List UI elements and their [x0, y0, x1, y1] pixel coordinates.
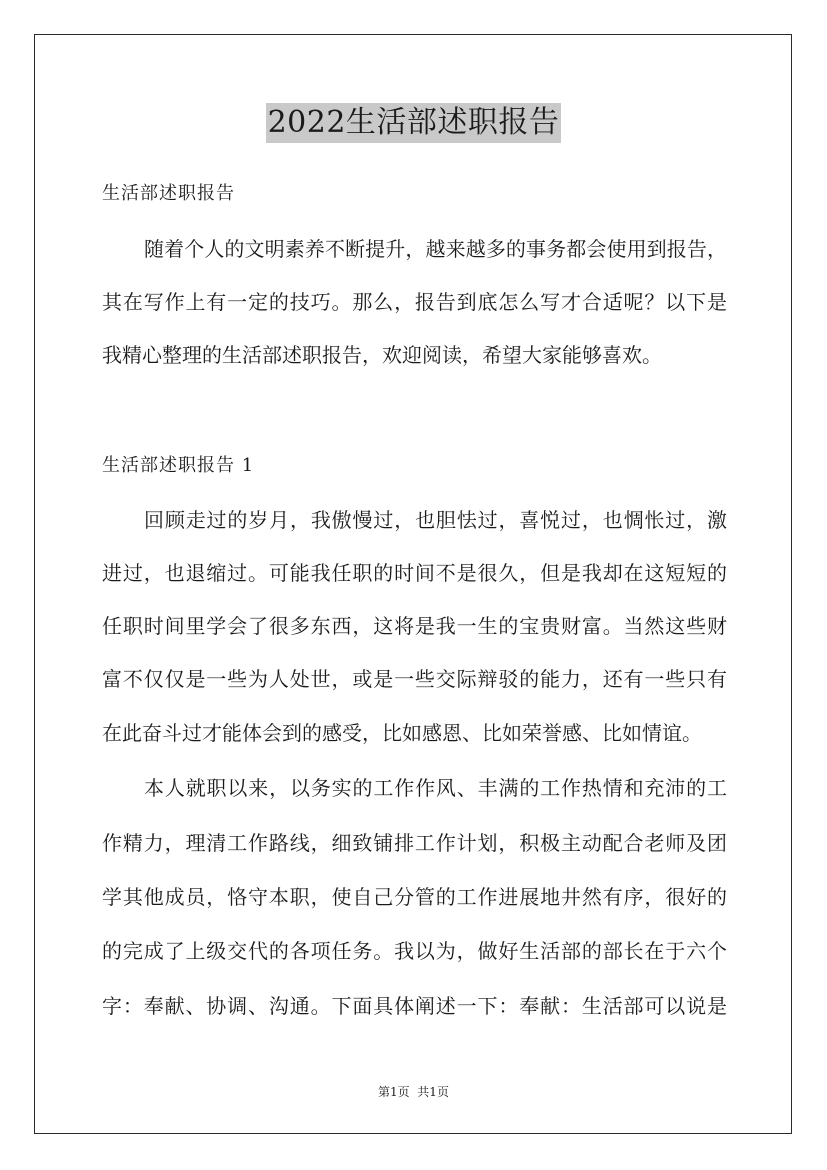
para2-line-3: 学其他成员，恪守本职，使自己分管的工作进展地井然有序，很好的 [102, 885, 727, 909]
section1-heading: 生活部述职报告 1 [102, 455, 255, 476]
para1-line-4: 富不仅仅是一些为人处世，或是一些交际辩驳的能力，还有一些只有 [102, 667, 727, 691]
title-container [0, 103, 827, 143]
para1-line-5: 在此奋斗过才能体会到的感受，比如感恩、比如荣誉感、比如情谊。 [102, 721, 702, 745]
para2-line-4: 的完成了上级交代的各项任务。我以为，做好生活部的部长在于六个 [102, 939, 727, 963]
para1-line-1: 回顾走过的岁月，我傲慢过，也胆怯过，喜悦过，也惆怅过，激 [144, 508, 727, 532]
intro-line-1: 随着个人的文明素养不断提升，越来越多的事务都会使用到报告， [144, 237, 727, 261]
para1-line-3: 任职时间里学会了很多东西，这将是我一生的宝贵财富。当然这些财 [102, 614, 727, 638]
page-footer: 第1页 共1页 [378, 1085, 449, 1099]
para1-line-2: 进过，也退缩过。可能我任职的时间不是很久，但是我却在这短短的 [102, 561, 727, 585]
document-title: 2022生活部述职报告 [266, 103, 562, 143]
para2-line-2: 作精力，理清工作路线，细致铺排工作计划，积极主动配合老师及团 [102, 831, 727, 855]
intro-line-2: 其在写作上有一定的技巧。那么，报告到底怎么写才合适呢？以下是 [102, 290, 727, 314]
para2-line-1: 本人就职以来，以务实的工作作风、丰满的工作热情和充沛的工 [144, 776, 727, 800]
intro-heading: 生活部述职报告 [102, 183, 235, 204]
para2-line-5: 字：奉献、协调、沟通。下面具体阐述一下：奉献：生活部可以说是 [102, 994, 727, 1018]
intro-line-3: 我精心整理的生活部述职报告，欢迎阅读，希望大家能够喜欢。 [102, 343, 662, 367]
